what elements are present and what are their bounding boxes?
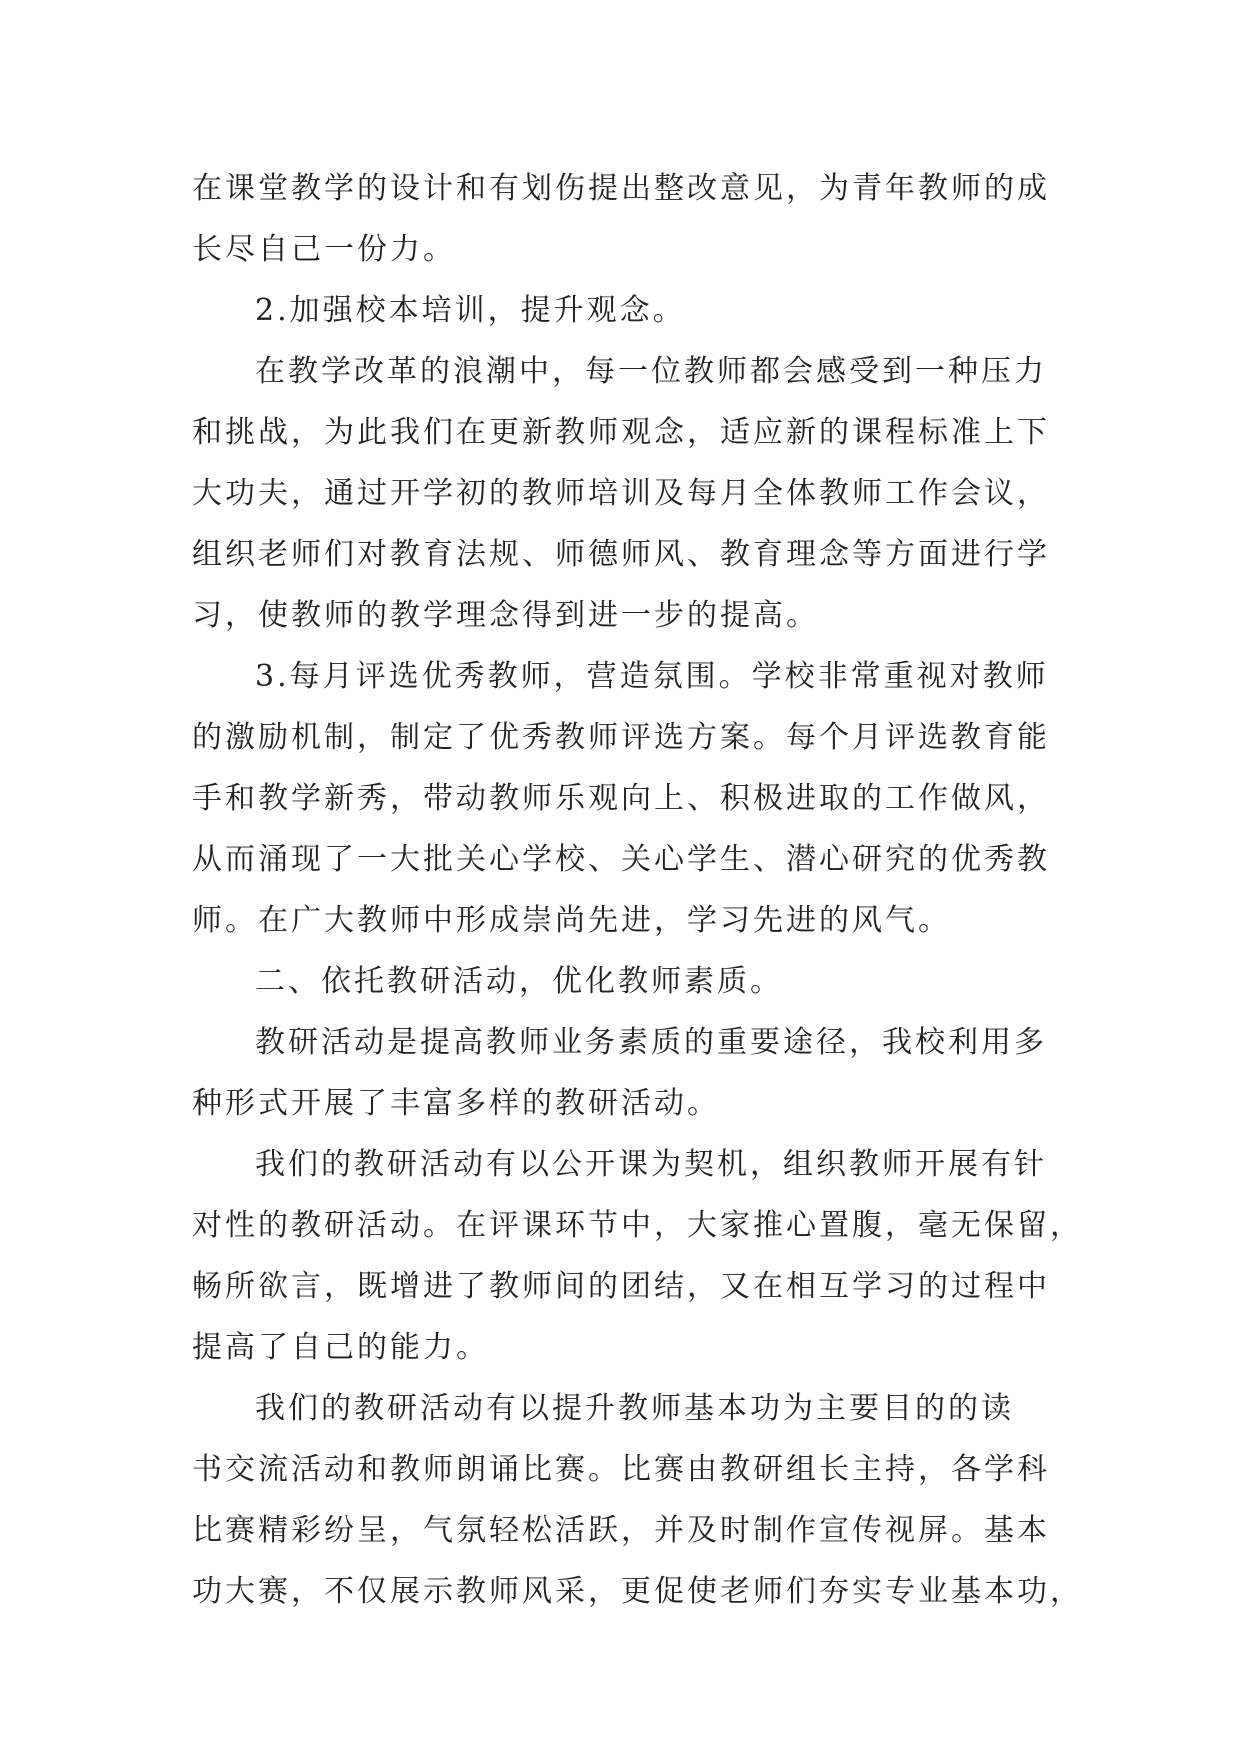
text-line: 长尽自己一份力。 xyxy=(192,232,456,267)
text-line: 组织老师们对教育法规、师德师风、教育理念等方面进行学 xyxy=(192,537,1050,572)
text-line: 习，使教师的教学理念得到进一步的提高。 xyxy=(192,598,819,633)
text-line: 3.每月评选优秀教师，营造氛围。学校非常重视对教师 xyxy=(255,659,1049,694)
text-line: 手和教学新秀，带动教师乐观向上、积极进取的工作做风， xyxy=(192,781,1050,816)
text-line: 在教学改革的浪潮中，每一位教师都会感受到一种压力 xyxy=(255,354,1047,389)
text-line: 在课堂教学的设计和有划伤提出整改意见，为青年教师的成 xyxy=(192,171,1050,206)
text-line: 功大赛，不仅展示教师风采，更促使老师们夯实专业基本功， xyxy=(192,1574,1083,1609)
text-line: 我们的教研活动有以提升教师基本功为主要目的的读 xyxy=(255,1391,1014,1426)
text-line: 从而涌现了一大批关心学校、关心学生、潜心研究的优秀教 xyxy=(192,842,1050,877)
section-heading: 2.加强校本培训，提升观念。 xyxy=(255,293,686,328)
text-line: 畅所欲言，既增进了教师间的团结，又在相互学习的过程中 xyxy=(192,1269,1050,1304)
text-line: 和挑战，为此我们在更新教师观念，适应新的课程标准上下 xyxy=(192,415,1050,450)
text-line: 的激励机制，制定了优秀教师评选方案。每个月评选教育能 xyxy=(192,720,1050,755)
text-line: 师。在广大教师中形成崇尚先进，学习先进的风气。 xyxy=(192,903,951,938)
text-line: 教研活动是提高教师业务素质的重要途径，我校利用多 xyxy=(255,1025,1047,1060)
text-line: 比赛精彩纷呈，气氛轻松活跃，并及时制作宣传视屏。基本 xyxy=(192,1513,1050,1548)
text-line: 我们的教研活动有以公开课为契机，组织教师开展有针 xyxy=(255,1147,1047,1182)
text-line: 对性的教研活动。在评课环节中，大家推心置腹，毫无保留， xyxy=(192,1208,1083,1243)
document-body xyxy=(192,158,1083,1622)
text-line: 书交流活动和教师朗诵比赛。比赛由教研组长主持，各学科 xyxy=(192,1452,1050,1487)
text-line: 提高了自己的能力。 xyxy=(192,1330,489,1365)
text-line: 种形式开展了丰富多样的教研活动。 xyxy=(192,1086,720,1121)
text-line: 大功夫，通过开学初的教师培训及每月全体教师工作会议， xyxy=(192,476,1050,511)
section-heading: 二、依托教研活动，优化教师素质。 xyxy=(255,964,783,999)
